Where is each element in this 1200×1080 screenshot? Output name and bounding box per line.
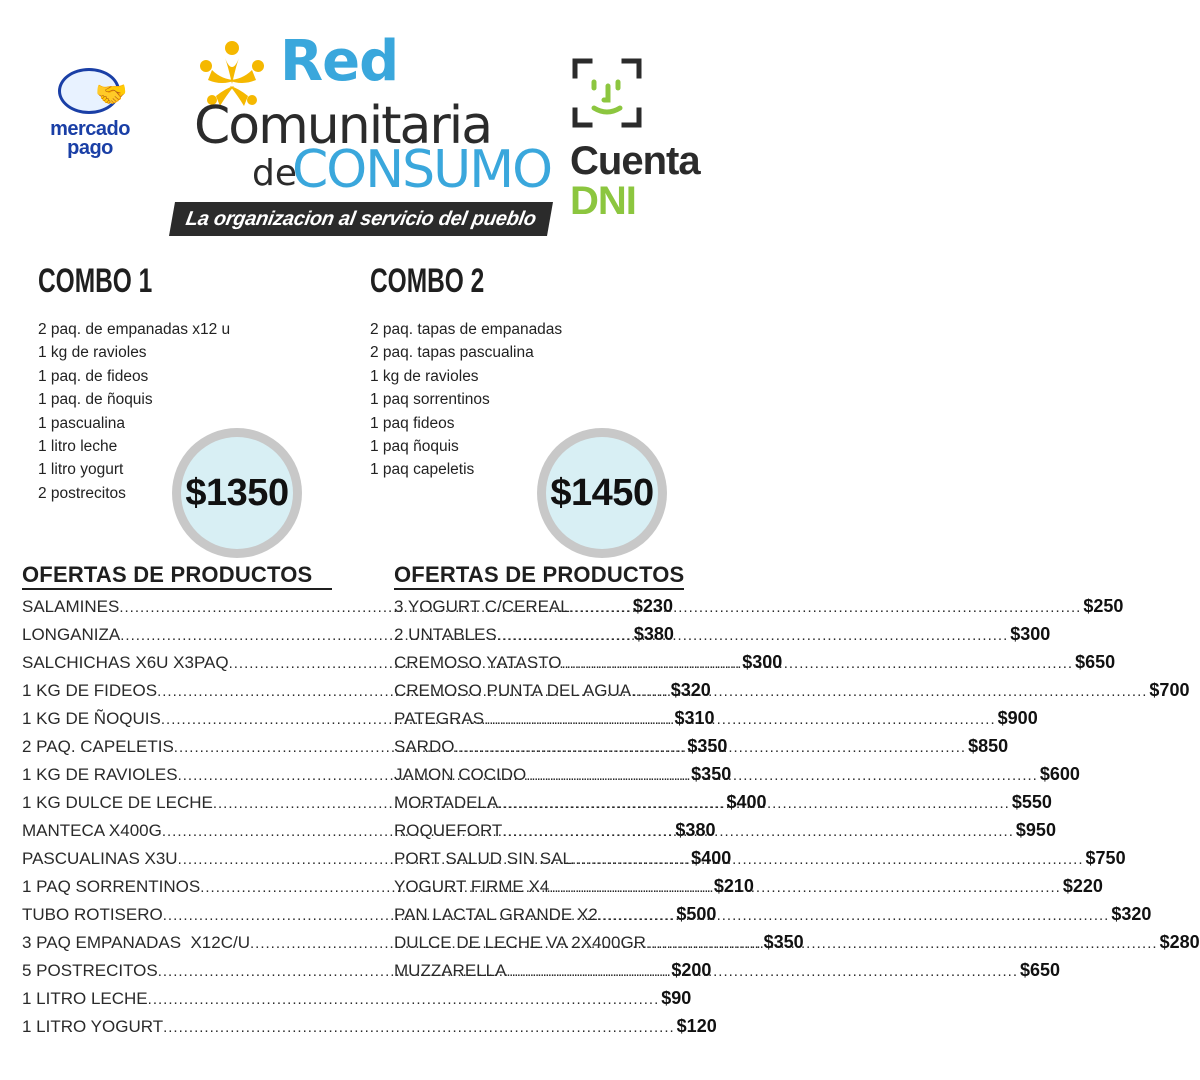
offer-name: SALAMINES	[22, 597, 120, 616]
combo-item: 1 paq capeletis	[370, 461, 475, 479]
offer-price: $600	[1039, 764, 1080, 784]
offer-name: PASCUALINAS X3U	[22, 849, 178, 868]
combo-items	[370, 318, 562, 482]
offer-name: DULCE DE LECHE VA 2X400GR	[394, 933, 646, 952]
offer-price: $310	[674, 708, 715, 728]
offer-name: 2 UNTABLES	[394, 625, 497, 644]
offer-price: $320	[1111, 904, 1152, 924]
offer-name: LONGANIZA	[22, 625, 121, 644]
offer-name: JAMON COCIDO	[394, 765, 527, 784]
offer-price: $400	[691, 848, 732, 868]
handshake-icon	[58, 68, 128, 114]
offer-row	[394, 956, 1061, 984]
combo-item: 1 paq sorrentinos	[370, 391, 490, 409]
dot-leader	[163, 1014, 675, 1042]
offer-row	[394, 844, 1126, 872]
offer-price: $900	[997, 708, 1038, 728]
offer-name: MUZZARELLA	[394, 961, 507, 980]
offer-name: 1 PAQ SORRENTINOS	[22, 877, 201, 896]
offer-price: $350	[687, 736, 728, 756]
offer-name: 3 PAQ EMPANADAS X12C/U	[22, 933, 250, 952]
offers-title: OFERTAS DE PRODUCTOS	[394, 562, 684, 590]
dot-leader	[526, 762, 1038, 790]
combo-item: 1 kg de ravioles	[370, 367, 479, 385]
dot-leader	[636, 678, 1148, 706]
offer-price: $230	[632, 596, 673, 616]
offer-price: $90	[661, 988, 692, 1008]
face-scan-icon	[572, 58, 642, 128]
offer-price: $650	[1075, 652, 1116, 672]
combo-item: 1 paq ñoquis	[370, 438, 459, 456]
offer-name: 1 KG DULCE DE LECHE	[22, 793, 213, 812]
offer-row	[394, 732, 1009, 760]
brand-word-consumo: CONSUMO	[292, 140, 551, 200]
dot-leader	[598, 902, 1110, 930]
dot-leader	[506, 958, 1018, 986]
offer-price: $550	[1011, 792, 1052, 812]
dot-leader	[572, 846, 1084, 874]
offer-name: MANTECA X400G	[22, 821, 162, 840]
offer-price: $380	[675, 820, 716, 840]
combo-1-price-badge	[172, 428, 302, 558]
dot-leader	[502, 818, 1014, 846]
dot-leader	[497, 622, 1009, 650]
offers-title: OFERTAS DE PRODUCTOS	[22, 562, 332, 590]
offer-name: PAN LACTAL GRANDE X2	[394, 905, 598, 924]
red-comunitaria-logo	[180, 30, 570, 240]
combo-title: COMBO 2	[370, 262, 485, 300]
offer-price: $750	[1085, 848, 1126, 868]
offer-name: 3 YOGURT C/CEREAL	[394, 597, 570, 616]
offer-price: $350	[763, 932, 804, 952]
offer-price: $220	[1062, 876, 1103, 896]
offer-price: $500	[676, 904, 717, 924]
offer-price: $380	[633, 624, 674, 644]
offer-row	[22, 984, 692, 1012]
offer-name: YOGURT FIRME X4	[394, 877, 550, 896]
mercado-pago-line2: pago	[67, 137, 113, 159]
tagline-banner: La organizacion al servicio del pueblo	[169, 202, 553, 236]
offer-price: $400	[726, 792, 767, 812]
offer-name: CREMOSO PUNTA DEL AGUA.	[394, 681, 636, 700]
cuenta-dni-logo	[570, 56, 720, 226]
offer-row	[394, 816, 1056, 844]
mercado-pago-logo	[36, 68, 144, 168]
combo-price: $1350	[185, 472, 289, 514]
combo-2-price-badge	[537, 428, 667, 558]
combo-item: 1 pascualina	[38, 414, 126, 432]
dot-leader	[148, 986, 660, 1014]
offer-price: $300	[742, 652, 783, 672]
offer-name: 1 LITRO YOGURT	[22, 1017, 164, 1036]
offer-name: TUBO ROTISERO	[22, 905, 163, 924]
offer-name: SALCHICHAS X6U X3PAQ	[22, 653, 229, 672]
combo-price: $1450	[550, 472, 654, 514]
offer-row	[394, 760, 1080, 788]
dot-leader	[454, 734, 966, 762]
offer-price: $200	[671, 960, 712, 980]
dot-leader	[549, 874, 1061, 902]
brand-word-comunitaria: Comunitaria	[194, 96, 492, 156]
offer-row	[394, 592, 1124, 620]
combo-item: 2 paq. tapas pascualina	[370, 344, 534, 362]
offer-price: $950	[1015, 820, 1056, 840]
offer-row	[394, 676, 1190, 704]
handshake-glyph: 🤝	[95, 79, 128, 109]
combo-item: 1 kg de ravioles	[38, 344, 147, 362]
offer-name: ROQUEFORT	[394, 821, 503, 840]
offer-price: $700	[1149, 680, 1190, 700]
combo-item: 1 paq fideos	[370, 414, 455, 432]
combo-item: 2 paq. de empanadas x12 u	[38, 321, 231, 338]
offer-price: $350	[691, 764, 732, 784]
combo-item: 1 litro yogurt	[38, 461, 124, 479]
cuenta-dni-line1: Cuenta	[570, 139, 700, 183]
offer-name: CREMOSO YATASTO	[394, 653, 562, 672]
brand-word-red: Red	[280, 29, 399, 94]
offer-name: 1 LITRO LECHE	[22, 989, 148, 1008]
combo-item: 2 paq. tapas de empanadas	[370, 321, 563, 338]
offer-price: $210	[713, 876, 754, 896]
dot-leader	[570, 594, 1082, 622]
offer-row	[394, 704, 1038, 732]
offer-name: SARDO	[394, 737, 455, 756]
cuenta-dni-line2: DNI	[570, 179, 636, 223]
offer-price: $850	[968, 736, 1009, 756]
mercado-pago-wordmark	[36, 120, 144, 158]
offer-name: 1 KG DE ÑOQUIS	[22, 709, 161, 728]
offer-price: $280	[1159, 932, 1200, 952]
offer-name: PORT SALUD SIN SAL	[394, 849, 572, 868]
dot-leader	[498, 790, 1010, 818]
dot-leader	[646, 930, 1158, 958]
brand-word-de: de	[252, 153, 297, 194]
offer-price: $650	[1020, 960, 1061, 980]
offer-name: MORTADELA	[394, 793, 499, 812]
offer-price: $120	[676, 1016, 717, 1036]
offer-name: 1 KG DE FIDEOS	[22, 681, 158, 700]
offer-price: $300	[1010, 624, 1051, 644]
combo-item: 1 litro leche	[38, 438, 118, 456]
offer-name: 5 POSTRECITOS	[22, 961, 158, 980]
offer-row	[394, 620, 1051, 648]
offer-price: $250	[1083, 596, 1124, 616]
combo-title: COMBO 1	[38, 262, 153, 300]
combo-item: 1 paq. de fideos	[38, 367, 149, 385]
offer-name: 2 PAQ. CAPELETIS	[22, 737, 174, 756]
combo-item: 1 paq. de ñoquis	[38, 391, 153, 409]
offer-row	[394, 900, 1152, 928]
offer-name: PATEGRAS	[394, 709, 485, 728]
offer-name: 1 KG DE RAVIOLES	[22, 765, 178, 784]
offer-price: $320	[670, 680, 711, 700]
dot-leader	[562, 650, 1074, 678]
combo-item: 2 postrecitos	[38, 484, 126, 502]
mercado-pago-line1: mercado	[50, 118, 130, 140]
offer-row	[22, 1012, 717, 1040]
dot-leader	[484, 706, 996, 734]
